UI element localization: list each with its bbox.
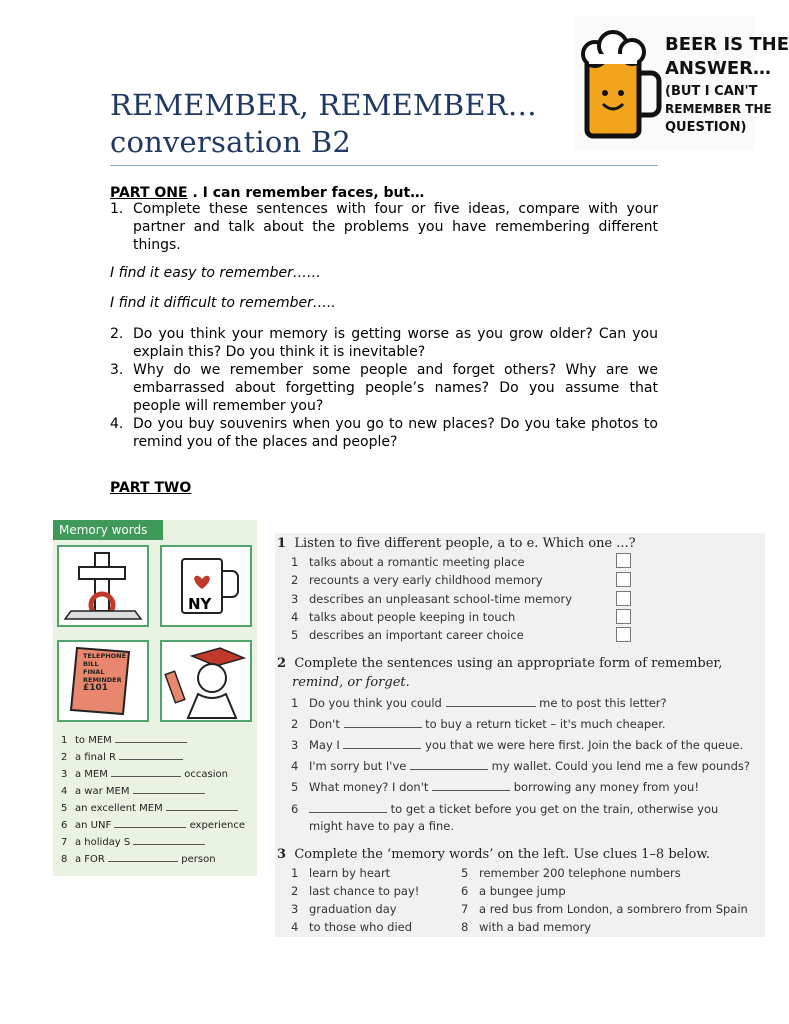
memory-words-panel	[53, 520, 257, 876]
answer-checkbox[interactable]	[616, 572, 631, 587]
list-item-number: 1.	[110, 201, 124, 217]
answer-blank[interactable]	[410, 760, 488, 770]
list-item-text: Complete these sentences with four or five ideas, compare with your partner and talk about the problems you have remembering different things.	[133, 201, 658, 253]
exercise-2-item: 6 to get a ticket before you get on the train, otherwise you	[291, 802, 719, 816]
list-item-number: 4.	[110, 416, 124, 432]
memory-word-row: 1 to MEM	[61, 734, 187, 746]
memory-word-row: 2 a final R	[61, 751, 183, 763]
answer-blank[interactable]	[343, 739, 421, 749]
answer-checkbox[interactable]	[616, 553, 631, 568]
memory-word-row: 5 an excellent MEM	[61, 802, 238, 814]
exercise-2-heading: 2 Complete the sentences using an appropriate form of remember,	[277, 656, 723, 671]
exercise-1-item: 4 talks about people keeping in touch	[291, 610, 516, 624]
list-item-text: Why do we remember some people and forget others? Why are we embarrassed about forgetting people’s names? Do you assume that people will remember you?	[133, 362, 658, 414]
answer-blank[interactable]	[432, 781, 510, 791]
mug-icon	[162, 547, 250, 625]
memory-word-row: 7 a holiday S	[61, 836, 205, 848]
exercise-3-clue: 5 remember 200 telephone numbers	[461, 866, 681, 880]
page-title: REMEMBER, REMEMBER…	[110, 88, 537, 122]
mug-text: NY	[188, 595, 212, 613]
logo-text-line: BEER IS THE	[665, 34, 789, 55]
telephone-bill-picture	[57, 640, 149, 722]
bill-text-line: FINAL	[83, 668, 105, 676]
list-item-text: Do you buy souvenirs when you go to new places? Do you take photos to remind you of the places and people?	[133, 416, 658, 450]
memory-word-row: 3 a MEM occasion	[61, 769, 228, 780]
bill-text-line: TELEPHONE	[83, 652, 127, 660]
exercise-2-item: 3 May I you that we were here first. Join the back of the queue.	[291, 738, 744, 752]
exercise-2-item: 4 I'm sorry but I've my wallet. Could you lend me a few pounds?	[291, 759, 750, 773]
page-subtitle: conversation B2	[110, 125, 352, 159]
memory-words-tab: Memory words	[53, 520, 163, 540]
answer-blank[interactable]	[309, 803, 387, 813]
exercises-panel	[275, 533, 765, 937]
exercise-3-clue: 1 learn by heart	[291, 866, 391, 880]
exercise-3-clue: 4 to those who died	[291, 920, 413, 934]
exercise-1-item: 5 describes an important career choice	[291, 628, 524, 642]
exercise-2-item: 5 What money? I don't borrowing any money from you!	[291, 780, 699, 794]
graduate-icon	[162, 642, 250, 720]
exercise-1-heading: 1 Listen to five different people, a to e. Which one ...?	[277, 536, 636, 551]
exercise-1-item: 1 talks about a romantic meeting place	[291, 555, 525, 569]
list-item	[110, 415, 658, 451]
list-item-number: 3.	[110, 362, 124, 378]
exercise-1-item: 3 describes an unpleasant school-time memory	[291, 592, 573, 606]
part-two-heading: PART TWO	[110, 480, 192, 496]
bill-text-line: REMINDER	[83, 676, 122, 684]
exercise-3-clue: 7 a red bus from London, a sombrero from Spain	[461, 902, 748, 916]
beer-mug-icon	[577, 18, 667, 148]
list-item-text: Do you think your memory is getting worse as you grow older? Can you explain this? Do you think it is inevitable?	[133, 326, 658, 360]
answer-blank[interactable]	[133, 836, 205, 845]
grave-cross-picture	[57, 545, 149, 627]
graduate-picture	[160, 640, 252, 722]
answer-blank[interactable]	[344, 718, 422, 728]
title-divider	[110, 165, 658, 166]
exercise-3-clue: 8 with a bad memory	[461, 920, 592, 934]
list-item	[110, 361, 658, 415]
part-one-heading-text: . I can remember faces, but…	[187, 185, 425, 201]
bill-text-line: £101	[83, 683, 109, 693]
exercise-2-item: 2 Don't to buy a return ticket – it's much cheaper.	[291, 717, 666, 731]
prompt-difficult: I find it difficult to remember…..	[110, 295, 336, 311]
answer-blank[interactable]	[115, 734, 187, 743]
exercise-2-item-continuation: might have to pay a fine.	[309, 819, 454, 833]
answer-checkbox[interactable]	[616, 627, 631, 642]
cross-icon	[59, 547, 147, 625]
exercise-3-clue: 6 a bungee jump	[461, 884, 566, 898]
answer-checkbox[interactable]	[616, 609, 631, 624]
answer-blank[interactable]	[166, 802, 238, 811]
exercise-3-clue: 3 graduation day	[291, 902, 397, 916]
logo-text-line: REMEMBER THE	[665, 102, 772, 116]
logo-text-line: (BUT I CAN'T	[665, 84, 758, 99]
list-item	[110, 325, 658, 361]
exercise-2-heading-line2: remind, or forget.	[292, 675, 410, 690]
souvenir-mug-picture	[160, 545, 252, 627]
memory-word-row: 4 a war MEM	[61, 785, 205, 797]
exercise-2-item: 1 Do you think you could me to post this letter?	[291, 696, 667, 710]
prompt-easy: I find it easy to remember……	[110, 265, 321, 281]
answer-blank[interactable]	[446, 697, 536, 707]
memory-word-row: 6 an UNF experience	[61, 820, 246, 831]
answer-blank[interactable]	[133, 785, 205, 794]
logo-text-line: ANSWER…	[665, 58, 771, 79]
answer-blank[interactable]	[114, 819, 186, 828]
answer-blank[interactable]	[119, 751, 183, 760]
answer-checkbox[interactable]	[616, 591, 631, 606]
exercise-3-clue: 2 last chance to pay!	[291, 884, 420, 898]
exercise-1-item: 2 recounts a very early childhood memory	[291, 573, 543, 587]
list-item-number: 2.	[110, 326, 124, 342]
memory-word-row: 8 a FOR person	[61, 854, 216, 865]
list-item	[110, 200, 658, 254]
answer-blank[interactable]	[111, 768, 181, 777]
logo-text-line: QUESTION)	[665, 120, 747, 135]
exercise-3-heading: 3 Complete the ‘memory words’ on the left. Use clues 1–8 below.	[277, 847, 711, 862]
part-one-label: PART ONE	[110, 185, 188, 201]
answer-blank[interactable]	[108, 853, 178, 862]
bill-text-line: BILL	[83, 660, 99, 668]
beer-logo	[575, 16, 789, 151]
